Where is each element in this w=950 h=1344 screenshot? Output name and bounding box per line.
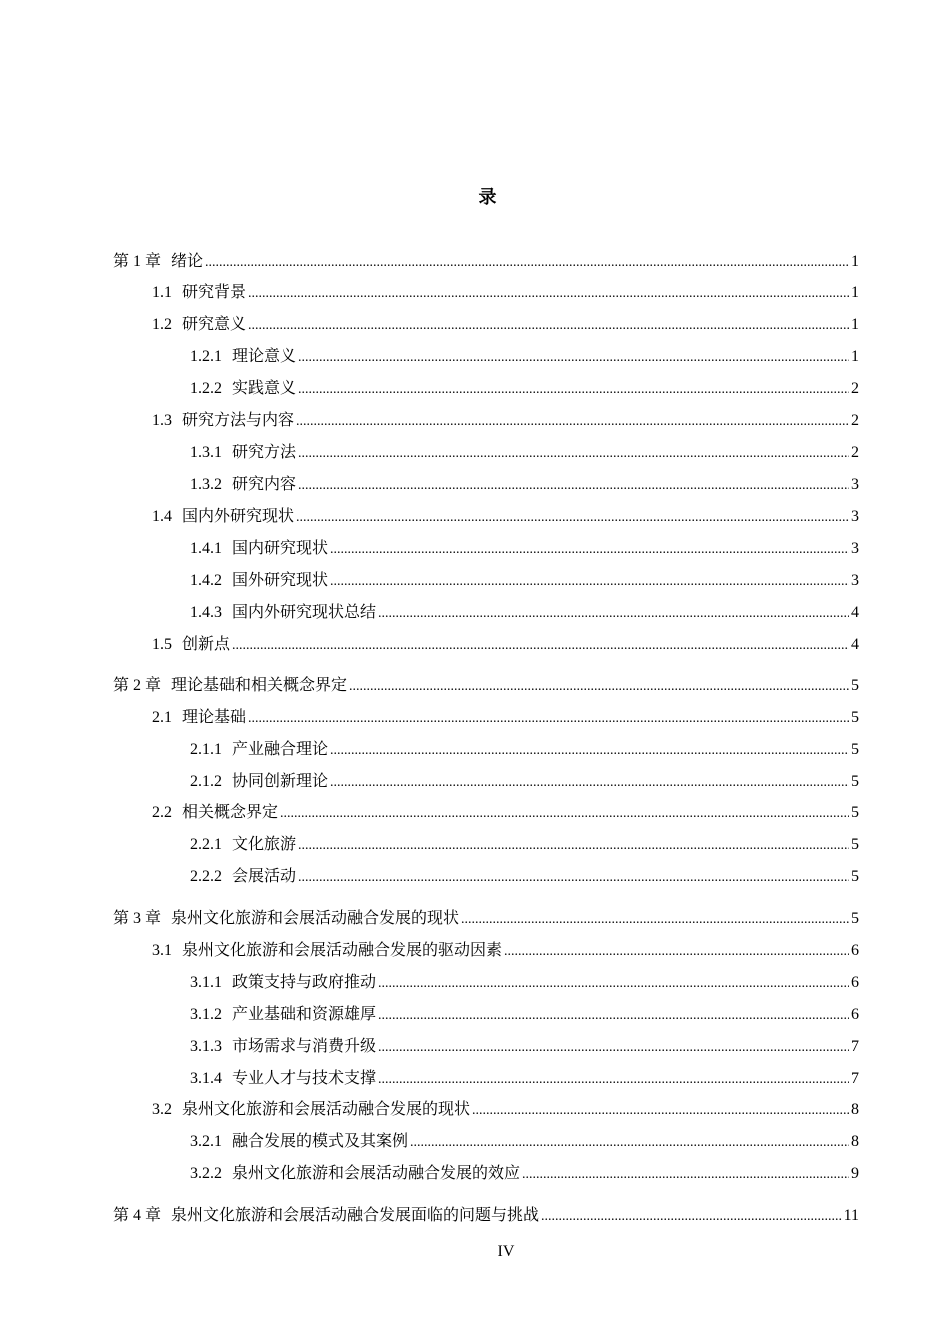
- toc-entry-page: 6: [851, 1006, 859, 1023]
- toc-entry-number: 1.4: [152, 508, 172, 525]
- toc-entry-title: 泉州文化旅游和会展活动融合发展的效应: [232, 1163, 521, 1182]
- toc-entry-number: 2.2.1: [190, 836, 222, 853]
- toc-entry-number: 1.3.2: [190, 476, 222, 493]
- toc-entry-page: 5: [851, 836, 859, 853]
- toc-entry-number: 1.3.1: [190, 444, 222, 461]
- toc-leader-dots: [504, 940, 849, 964]
- toc-entry[interactable]: [152, 938, 859, 962]
- toc-entry-number: 3.2.1: [190, 1133, 222, 1150]
- toc-entry-page: 5: [851, 804, 859, 821]
- toc-entry[interactable]: [190, 344, 859, 368]
- toc-entry-page: 1: [851, 284, 859, 301]
- toc-leader-dots: [472, 1099, 849, 1123]
- toc-entry-title: 实践意义: [232, 378, 297, 397]
- toc-entry-page: 3: [851, 508, 859, 525]
- toc-leader-dots: [378, 972, 849, 996]
- toc-leader-dots: [349, 675, 849, 699]
- toc-entry-title: 产业基础和资源雄厚: [232, 1004, 377, 1023]
- toc-entry-title: 泉州文化旅游和会展活动融合发展的现状: [182, 1099, 471, 1118]
- toc-leader-dots: [461, 908, 849, 932]
- toc-entry-number: 1.2.1: [190, 348, 222, 365]
- toc-entry-page: 2: [851, 444, 859, 461]
- toc-entry[interactable]: [190, 864, 859, 888]
- toc-entry-title: 国内外研究现状: [182, 506, 295, 525]
- toc-entry-number: 3.1.4: [190, 1070, 222, 1087]
- toc-entry-page: 2: [851, 380, 859, 397]
- toc-entry-number: 第 3 章: [113, 910, 162, 927]
- toc-entry-title: 研究内容: [232, 474, 297, 493]
- toc-entry-title: 泉州文化旅游和会展活动融合发展的现状: [171, 908, 460, 927]
- toc-leader-dots: [541, 1205, 842, 1229]
- toc-entry[interactable]: [113, 906, 859, 930]
- toc-entry-page: 3: [851, 476, 859, 493]
- toc-entry-title: 市场需求与消费升级: [232, 1036, 377, 1055]
- toc-entry-page: 5: [851, 709, 859, 726]
- toc-leader-dots: [205, 251, 849, 275]
- toc-entry[interactable]: [152, 504, 859, 528]
- toc-entry-title: 国内外研究现状总结: [232, 602, 377, 621]
- toc-leader-dots: [298, 378, 849, 402]
- toc-entry[interactable]: [190, 1129, 859, 1153]
- toc-entry-title: 融合发展的模式及其案例: [232, 1131, 409, 1150]
- toc-entry-number: 3.1: [152, 942, 172, 959]
- toc-entry-number: 3.1.2: [190, 1006, 222, 1023]
- toc-entry[interactable]: [113, 673, 859, 697]
- toc-entry-number: 第 4 章: [113, 1207, 162, 1224]
- toc-entry-page: 3: [851, 540, 859, 557]
- toc-leader-dots: [330, 570, 849, 594]
- toc-entry-page: 6: [851, 974, 859, 991]
- toc-entry-title: 研究背景: [182, 282, 247, 301]
- toc-entry-title: 国外研究现状: [232, 570, 329, 589]
- toc-leader-dots: [298, 346, 849, 370]
- toc-entry[interactable]: [152, 632, 859, 656]
- toc-entry-page: 1: [851, 253, 859, 270]
- toc-entry-page: 4: [851, 636, 859, 653]
- toc-entry-title: 创新点: [182, 634, 231, 653]
- toc-entry-title: 泉州文化旅游和会展活动融合发展面临的问题与挑战: [171, 1205, 540, 1224]
- toc-entry-title: 研究方法与内容: [182, 410, 295, 429]
- toc-entry-number: 3.2.2: [190, 1165, 222, 1182]
- toc-entry-number: 3.1.3: [190, 1038, 222, 1055]
- toc-leader-dots: [410, 1131, 849, 1155]
- toc-leader-dots: [330, 538, 849, 562]
- toc-leader-dots: [280, 802, 849, 826]
- toc-entry[interactable]: [190, 737, 859, 761]
- toc-entry-title: 会展活动: [232, 866, 297, 885]
- toc-entry-number: 1.1: [152, 284, 172, 301]
- toc-leader-dots: [378, 1036, 849, 1060]
- toc-entry-number: 1.5: [152, 636, 172, 653]
- toc-entry[interactable]: [190, 600, 859, 624]
- toc-entry-title: 政策支持与政府推动: [232, 972, 377, 991]
- toc-entry-title: 理论基础和相关概念界定: [171, 675, 348, 694]
- page-title: 录: [478, 187, 497, 208]
- toc-entry-page: 2: [851, 412, 859, 429]
- toc-entry-page: 1: [851, 348, 859, 365]
- toc-entry[interactable]: [190, 1066, 859, 1090]
- toc-entry-title: 文化旅游: [232, 834, 297, 853]
- toc-entry-page: 5: [851, 868, 859, 885]
- toc-entry[interactable]: [113, 1203, 859, 1227]
- toc-entry[interactable]: [190, 1034, 859, 1058]
- toc-leader-dots: [330, 739, 849, 763]
- toc-leader-dots: [298, 834, 849, 858]
- toc-entry-page: 11: [843, 1207, 859, 1224]
- toc-entry-page: 4: [851, 604, 859, 621]
- toc-entry-number: 2.1.1: [190, 741, 222, 758]
- toc-leader-dots: [296, 506, 849, 530]
- toc-entry[interactable]: [190, 568, 859, 592]
- toc-entry[interactable]: [190, 970, 859, 994]
- toc-entry-number: 第 1 章: [113, 253, 162, 270]
- toc-leader-dots: [298, 866, 849, 890]
- toc-entry-title: 理论意义: [232, 346, 297, 365]
- toc-entry-title: 研究意义: [182, 314, 247, 333]
- toc-entry[interactable]: [190, 832, 859, 856]
- toc-entry[interactable]: [152, 705, 859, 729]
- page-number-footer: IV: [497, 1243, 515, 1260]
- toc-entry-page: 6: [851, 942, 859, 959]
- toc-entry-title: 产业融合理论: [232, 739, 329, 758]
- toc-entry-number: 1.2: [152, 316, 172, 333]
- toc-entry-title: 国内研究现状: [232, 538, 329, 557]
- toc-entry[interactable]: [190, 536, 859, 560]
- toc-entry-number: 1.4.1: [190, 540, 222, 557]
- toc-entry-number: 1.4.3: [190, 604, 222, 621]
- toc-entry-title: 泉州文化旅游和会展活动融合发展的驱动因素: [182, 940, 503, 959]
- toc-entry-page: 7: [851, 1070, 859, 1087]
- toc-leader-dots: [298, 474, 849, 498]
- toc-entry-number: 3.1.1: [190, 974, 222, 991]
- toc-entry-page: 1: [851, 316, 859, 333]
- toc-entry-page: 8: [851, 1133, 859, 1150]
- toc-entry-page: 8: [851, 1101, 859, 1118]
- toc-entry-number: 2.2.2: [190, 868, 222, 885]
- toc-entry-title: 专业人才与技术支撑: [232, 1068, 377, 1087]
- toc-entry-number: 第 2 章: [113, 677, 162, 694]
- toc-leader-dots: [378, 1004, 849, 1028]
- toc-entry-title: 研究方法: [232, 442, 297, 461]
- toc-entry[interactable]: [190, 1161, 859, 1185]
- toc-entry-page: 5: [851, 773, 859, 790]
- toc-entry-number: 2.2: [152, 804, 172, 821]
- toc-leader-dots: [296, 410, 849, 434]
- toc-entry-number: 2.1: [152, 709, 172, 726]
- toc-entry-title: 协同创新理论: [232, 771, 329, 790]
- toc-entry[interactable]: [190, 1002, 859, 1026]
- toc-entry[interactable]: [113, 249, 859, 273]
- toc-entry[interactable]: [190, 472, 859, 496]
- toc-leader-dots: [378, 1068, 849, 1092]
- toc-leader-dots: [248, 282, 849, 306]
- toc-leader-dots: [330, 771, 849, 795]
- toc-leader-dots: [232, 634, 849, 658]
- toc-entry-title: 理论基础: [182, 707, 247, 726]
- toc-entry-page: 9: [851, 1165, 859, 1182]
- toc-entry-page: 3: [851, 572, 859, 589]
- toc-entry[interactable]: [190, 440, 859, 464]
- toc-entry-number: 1.3: [152, 412, 172, 429]
- toc-entry[interactable]: [152, 280, 859, 304]
- toc-leader-dots: [378, 602, 849, 626]
- toc-leader-dots: [298, 442, 849, 466]
- toc-entry-page: 5: [851, 910, 859, 927]
- toc-entry[interactable]: [152, 312, 859, 336]
- toc-leader-dots: [522, 1163, 849, 1187]
- toc-leader-dots: [248, 314, 849, 338]
- toc-entry[interactable]: [152, 1097, 859, 1121]
- toc-entry-number: 3.2: [152, 1101, 172, 1118]
- toc-entry-page: 5: [851, 677, 859, 694]
- toc-entry[interactable]: [190, 769, 859, 793]
- toc-entry-number: 2.1.2: [190, 773, 222, 790]
- toc-entry-page: 7: [851, 1038, 859, 1055]
- toc-entry[interactable]: [152, 800, 859, 824]
- toc-leader-dots: [248, 707, 849, 731]
- toc-entry[interactable]: [190, 376, 859, 400]
- toc-entry-title: 相关概念界定: [182, 802, 279, 821]
- toc-entry-page: 5: [851, 741, 859, 758]
- toc-entry-title: 绪论: [171, 251, 204, 270]
- toc-entry[interactable]: [152, 408, 859, 432]
- toc-entry-number: 1.2.2: [190, 380, 222, 397]
- toc-entry-number: 1.4.2: [190, 572, 222, 589]
